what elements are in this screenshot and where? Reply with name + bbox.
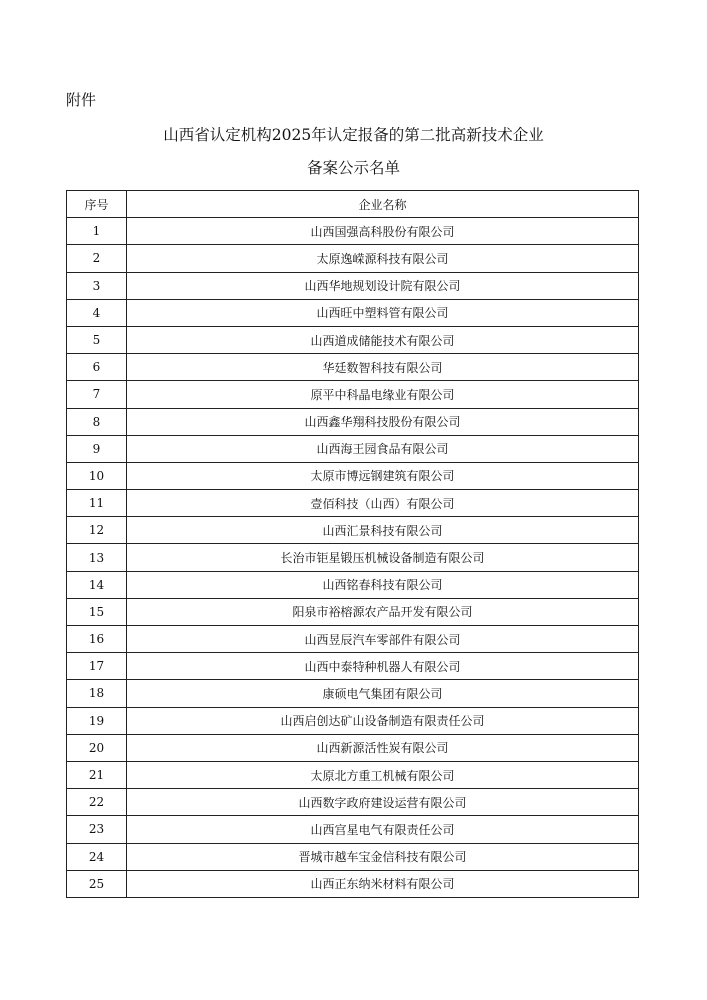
row-company-name: 山西道成储能技术有限公司: [127, 326, 639, 353]
table-row: [67, 571, 639, 598]
row-serial-number: 16: [67, 626, 127, 653]
row-serial-number: 8: [67, 408, 127, 435]
row-serial-number: 21: [67, 761, 127, 788]
table-row: [67, 272, 639, 299]
row-serial-number: 7: [67, 381, 127, 408]
table-row: [67, 870, 639, 897]
table-row: [67, 218, 639, 245]
row-company-name: 山西旺中塑料管有限公司: [127, 299, 639, 326]
table-row: [67, 517, 639, 544]
document-subtitle: 备案公示名单: [306, 159, 400, 177]
row-company-name: 山西新源活性炭有限公司: [127, 734, 639, 761]
row-serial-number: 25: [67, 870, 127, 897]
row-serial-number: 2: [67, 245, 127, 272]
table-row: [67, 816, 639, 843]
table-row: [67, 653, 639, 680]
row-serial-number: 14: [67, 571, 127, 598]
table-row: [67, 354, 639, 381]
table-row: [67, 326, 639, 353]
table-row: [67, 299, 639, 326]
row-serial-number: 12: [67, 517, 127, 544]
row-serial-number: 9: [67, 435, 127, 462]
row-company-name: 山西铭春科技有限公司: [127, 571, 639, 598]
header-serial-number: 序号: [67, 191, 127, 218]
row-company-name: 山西汇景科技有限公司: [127, 517, 639, 544]
table-row: [67, 381, 639, 408]
row-serial-number: 22: [67, 789, 127, 816]
row-serial-number: 23: [67, 816, 127, 843]
table-row: [67, 245, 639, 272]
table-row: [67, 408, 639, 435]
row-serial-number: 24: [67, 843, 127, 870]
row-serial-number: 1: [67, 218, 127, 245]
row-company-name: 山西华地规划设计院有限公司: [127, 272, 639, 299]
row-company-name: 山西宫星电气有限责任公司: [127, 816, 639, 843]
row-company-name: 晋城市越车宝金信科技有限公司: [127, 843, 639, 870]
row-company-name: 康硕电气集团有限公司: [127, 680, 639, 707]
row-serial-number: 13: [67, 544, 127, 571]
row-company-name: 太原市博远钢建筑有限公司: [127, 462, 639, 489]
table-row: [67, 462, 639, 489]
table-row: [67, 490, 639, 517]
row-serial-number: 5: [67, 326, 127, 353]
header-company-name: 企业名称: [127, 191, 639, 218]
row-company-name: 山西中泰特种机器人有限公司: [127, 653, 639, 680]
row-company-name: 山西鑫华翔科技股份有限公司: [127, 408, 639, 435]
row-serial-number: 17: [67, 653, 127, 680]
row-company-name: 长治市钜星锻压机械设备制造有限公司: [127, 544, 639, 571]
row-company-name: 阳泉市裕榕源农产品开发有限公司: [127, 598, 639, 625]
row-company-name: 山西正东纳米材料有限公司: [127, 870, 639, 897]
table-row: [67, 761, 639, 788]
row-company-name: 山西启创达矿山设备制造有限责任公司: [127, 707, 639, 734]
attachment-label: 附件: [66, 91, 97, 109]
row-serial-number: 11: [67, 490, 127, 517]
row-serial-number: 4: [67, 299, 127, 326]
row-serial-number: 10: [67, 462, 127, 489]
table-row: [67, 843, 639, 870]
row-serial-number: 18: [67, 680, 127, 707]
row-company-name: 山西国强高科股份有限公司: [127, 218, 639, 245]
row-serial-number: 15: [67, 598, 127, 625]
company-list-table: [66, 190, 639, 898]
row-company-name: 山西数字政府建设运营有限公司: [127, 789, 639, 816]
table-row: [67, 680, 639, 707]
row-serial-number: 6: [67, 354, 127, 381]
row-company-name: 原平中科晶电缘业有限公司: [127, 381, 639, 408]
row-company-name: 华廷数智科技有限公司: [127, 354, 639, 381]
row-serial-number: 20: [67, 734, 127, 761]
table-row: [67, 789, 639, 816]
row-company-name: 山西昱辰汽车零部件有限公司: [127, 626, 639, 653]
table-row: [67, 734, 639, 761]
document-title: 山西省认定机构2025年认定报备的第二批高新技术企业: [163, 126, 544, 144]
row-company-name: 壹佰科技（山西）有限公司: [127, 490, 639, 517]
table-row: [67, 544, 639, 571]
row-serial-number: 3: [67, 272, 127, 299]
row-company-name: 太原北方重工机械有限公司: [127, 761, 639, 788]
table-row: [67, 435, 639, 462]
table-header-row: [67, 191, 639, 218]
row-company-name: 山西海王园食品有限公司: [127, 435, 639, 462]
table-row: [67, 707, 639, 734]
table-row: [67, 598, 639, 625]
table-row: [67, 626, 639, 653]
row-serial-number: 19: [67, 707, 127, 734]
row-company-name: 太原逸嵘源科技有限公司: [127, 245, 639, 272]
